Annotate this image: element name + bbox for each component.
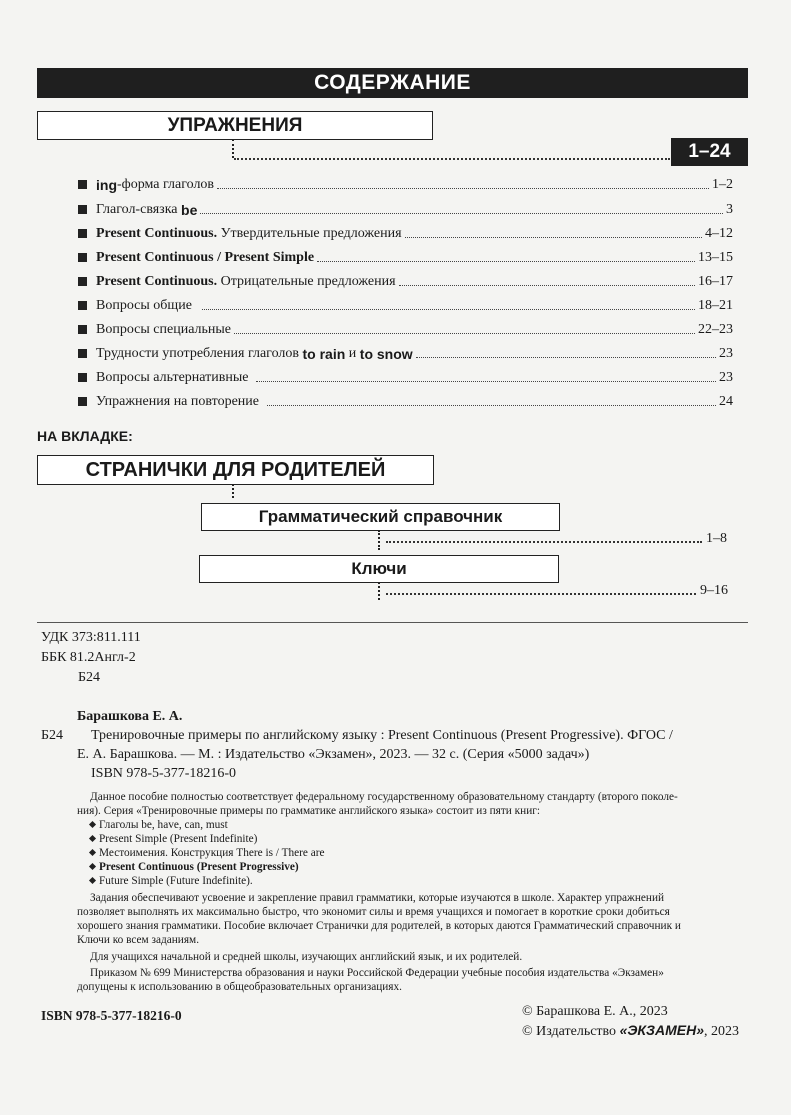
book-list-item: Future Simple (Future Indefinite). — [90, 874, 253, 888]
toc-item-page: 4–12 — [705, 226, 733, 241]
toc-item-label: Вопросы специальные — [96, 322, 232, 337]
book-list-item: Местоимения. Конструкция There is / There are — [90, 846, 325, 860]
bullet-icon — [78, 205, 87, 214]
toc-item[interactable] — [78, 222, 733, 242]
toc-item-page: 18–21 — [698, 298, 733, 313]
toc-item-bold: Present Continuous / Present Simple — [96, 250, 315, 265]
footer-isbn: ISBN 978-5-377-18216-0 — [41, 1008, 182, 1023]
leader-dots — [200, 213, 723, 214]
leader-dots — [217, 188, 709, 189]
toc-item-label: Трудности употребления глаголов — [96, 346, 303, 361]
leader-dots — [234, 158, 670, 160]
toc-item-page: 24 — [719, 394, 733, 409]
book-list-item: Глаголы be, have, can, must — [90, 818, 228, 832]
toc-item-page: 22–23 — [698, 322, 733, 337]
copyright-publisher: © Издательство «ЭКЗАМЕН», 2023 — [522, 1022, 740, 1039]
keys-pages: 9–16 — [700, 583, 728, 598]
toc-item-page: 23 — [719, 370, 733, 385]
annotation-line: Для учащихся начальной и средней школы, изучающих английский язык, и их родителей. — [90, 951, 523, 963]
toc-item[interactable] — [78, 198, 733, 218]
author-name: Барашкова Е. А. — [77, 709, 183, 724]
book-list-item-current: Present Continuous (Present Progressive) — [90, 860, 299, 874]
toc-item-page: 3 — [726, 202, 733, 217]
bullet-icon — [78, 301, 87, 310]
toc-item-label: Вопросы общие — [96, 298, 192, 313]
toc-item-bold: Present Continuous. — [96, 226, 218, 241]
divider — [37, 622, 748, 623]
toc-item-label: -форма глаголов — [117, 177, 215, 192]
toc-item[interactable] — [78, 318, 733, 338]
diamond-bullet-icon — [89, 835, 96, 842]
leader-dots — [386, 541, 702, 543]
toc-item[interactable] — [78, 342, 733, 362]
leader-dots — [416, 357, 716, 358]
toc-item[interactable] — [78, 173, 733, 193]
toc-item[interactable] — [78, 390, 733, 410]
copyright-author: © Барашкова Е. А., 2023 — [522, 1004, 668, 1019]
bullet-icon — [78, 349, 87, 358]
connector-dots — [232, 139, 234, 158]
toc-item-page: 13–15 — [698, 250, 733, 265]
author-code: Б24 — [78, 670, 101, 685]
annotation-line: допущены к использованию в общеобразовательных организациях. — [77, 981, 402, 993]
toc-item-label: Отрицательные предложения — [217, 274, 396, 289]
isbn-line: ISBN 978-5-377-18216-0 — [91, 766, 237, 781]
annotation-line: ния). Серия «Тренировочные примеры по грамматике английского языка» состоит из пяти книг: — [77, 805, 541, 817]
book-list-item: Present Simple (Present Indefinite) — [90, 832, 257, 846]
toc-item-bold: Present Continuous. — [96, 274, 218, 289]
annotation-line: Приказом № 699 Министерства образования и науки Российской Федерации учебные пособия издательства «Экзамен» — [90, 967, 664, 979]
grammar-pages: 1–8 — [706, 531, 727, 546]
diamond-bullet-icon — [89, 877, 96, 884]
page-title: СОДЕРЖАНИЕ — [37, 68, 748, 98]
toc-item-label: Упражнения на повторение — [96, 394, 259, 409]
exercises-heading: УПРАЖНЕНИЯ — [37, 111, 433, 140]
leader-dots — [234, 333, 695, 334]
toc-item-label: и — [345, 346, 360, 361]
bullet-icon — [78, 277, 87, 286]
toc-item-page: 23 — [719, 346, 733, 361]
bullet-icon — [78, 253, 87, 262]
leader-dots — [256, 381, 716, 382]
book-description-line1: Тренировочные примеры по английскому языку : Present Continuous (Present Progressive). ФГОС / — [91, 728, 673, 743]
connector-dots — [378, 582, 380, 600]
leader-dots — [399, 285, 695, 286]
toc-item-bold: be — [181, 202, 198, 218]
toc-item-label: Глагол-связка — [96, 202, 182, 217]
toc-item[interactable] — [78, 270, 733, 290]
connector-dots — [232, 484, 234, 498]
insert-heading: НА ВКЛАДКЕ: — [37, 428, 133, 444]
bullet-icon — [78, 180, 87, 189]
leader-dots — [386, 593, 696, 595]
annotation-line: позволяет выполнять их максимально быстро, что экономит силы и время учащихся и помогает в короткие сроки добиться — [77, 906, 670, 918]
leader-dots — [202, 309, 695, 310]
bullet-icon — [78, 373, 87, 382]
udk: УДК 373:811.111 — [41, 630, 141, 645]
grammar-reference-heading: Грамматический справочник — [201, 503, 560, 531]
bullet-icon — [78, 229, 87, 238]
parents-pages-heading: СТРАНИЧКИ ДЛЯ РОДИТЕЛЕЙ — [37, 455, 434, 485]
toc-item-bold: ing — [96, 177, 117, 193]
toc-item-page: 16–17 — [698, 274, 733, 289]
toc-item-label: Утвердительные предложения — [217, 226, 402, 241]
toc-item[interactable] — [78, 246, 733, 266]
annotation-line: Данное пособие полностью соответствует федеральному государственному образовательному стандарту (второго поколе- — [90, 791, 678, 803]
bullet-icon — [78, 325, 87, 334]
connector-dots — [378, 530, 380, 550]
diamond-bullet-icon — [89, 821, 96, 828]
leader-dots — [267, 405, 716, 406]
author-code-2: Б24 — [41, 728, 64, 743]
toc-item-bold: to rain — [302, 346, 346, 362]
toc-item-label: Вопросы альтернативные — [96, 370, 249, 385]
keys-heading: Ключи — [199, 555, 559, 583]
toc-item-bold: to snow — [359, 346, 413, 362]
diamond-bullet-icon — [89, 849, 96, 856]
bbk: ББК 81.2Англ-2 — [41, 650, 136, 665]
toc-item[interactable] — [78, 294, 733, 314]
annotation-line: Ключи ко всем заданиям. — [77, 934, 200, 946]
book-description-line2: Е. А. Барашкова. — М. : Издательство «Экзамен», 2023. — 32 с. (Серия «5000 задач») — [77, 747, 590, 762]
leader-dots — [405, 237, 702, 238]
annotation-line: Задания обеспечивают усвоение и закрепление правил грамматики, которые изучаются в школе. Характер упражнений — [90, 892, 665, 904]
diamond-bullet-icon — [89, 863, 96, 870]
leader-dots — [317, 261, 695, 262]
exercises-range-badge: 1–24 — [671, 138, 748, 166]
bullet-icon — [78, 397, 87, 406]
toc-item[interactable] — [78, 366, 733, 386]
toc-item-page: 1–2 — [712, 177, 733, 192]
annotation-line: хорошего знания грамматики. Пособие включает Странички для родителей, в которых даются Грамматический справочник и — [77, 920, 681, 932]
